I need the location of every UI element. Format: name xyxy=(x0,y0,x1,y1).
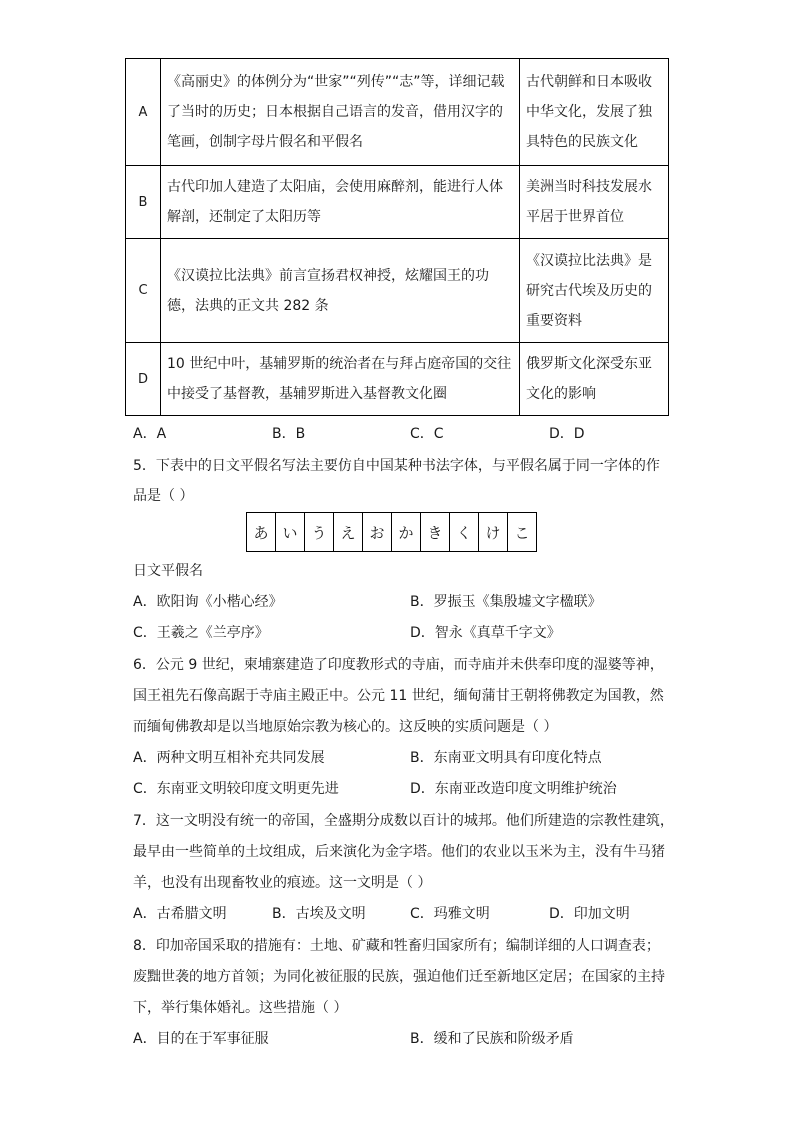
q7-choice-d[interactable]: D．印加文明 xyxy=(549,906,630,922)
q6-choice-c[interactable]: C．东南亚文明较印度文明更先进 xyxy=(133,781,339,797)
row-conclusion: 美洲当时科技发展水平居于世界首位 xyxy=(520,166,669,239)
q5-stem-line: 品是（ ） xyxy=(133,488,194,504)
q6-stem-line: 而缅甸佛教却是以当地原始宗教为核心的。这反映的实质问题是（ ） xyxy=(133,719,558,735)
q5-choice-c[interactable]: C．王羲之《兰亭序》 xyxy=(133,625,269,641)
q6-choice-a[interactable]: A．两种文明互相补充共同发展 xyxy=(133,750,325,766)
q6-stem-line: 国王祖先石像高踞于寺庙主殿正中。公元 11 世纪，缅甸蒲甘王朝将佛教定为国教，然 xyxy=(133,688,664,704)
row-label: A xyxy=(126,59,161,166)
kana-cell: き xyxy=(421,513,450,552)
row-content: 《高丽史》的体例分为“世家”“列传”“志”等，详细记载了当时的历史；日本根据自己语言的发音，借用汉字的笔画，创制字母片假名和平假名 xyxy=(161,59,520,166)
q7-stem-line: 7．这一文明没有统一的帝国，全盛期分成数以百计的城邦。他们所建造的宗教性建筑， xyxy=(133,813,674,829)
row-label: D xyxy=(126,343,161,416)
row-content: 《汉谟拉比法典》前言宣扬君权神授，炫耀国王的功德，法典的正文共 282 条 xyxy=(161,239,520,343)
kana-cell: え xyxy=(334,513,363,552)
q7-choice-c[interactable]: C．玛雅文明 xyxy=(410,906,490,922)
row-label: C xyxy=(126,239,161,343)
row-content: 古代印加人建造了太阳庙，会使用麻醉剂，能进行人体解剖，还制定了太阳历等 xyxy=(161,166,520,239)
q4-choice-b[interactable]: B．B xyxy=(272,426,306,442)
kana-table xyxy=(246,512,537,552)
kana-cell: く xyxy=(450,513,479,552)
table-row xyxy=(126,166,669,239)
row-conclusion: 《汉谟拉比法典》是研究古代埃及历史的重要资料 xyxy=(520,239,669,343)
options-table xyxy=(125,58,669,416)
q4-choice-c[interactable]: C．C xyxy=(410,426,444,442)
q4-choice-d[interactable]: D．D xyxy=(549,426,585,442)
q6-choice-b[interactable]: B．东南亚文明具有印度化特点 xyxy=(410,750,602,766)
kana-cell: お xyxy=(363,513,392,552)
q7-choice-b[interactable]: B．古埃及文明 xyxy=(272,906,366,922)
q5-choice-b[interactable]: B．罗振玉《集殷墟文字楹联》 xyxy=(410,594,602,610)
row-conclusion: 俄罗斯文化深受东亚文化的影响 xyxy=(520,343,669,416)
q5-choice-d[interactable]: D．智永《真草千字文》 xyxy=(410,625,561,641)
row-conclusion: 古代朝鲜和日本吸收中华文化，发展了独具特色的民族文化 xyxy=(520,59,669,166)
kana-cell: け xyxy=(479,513,508,552)
q7-choice-a[interactable]: A．古希腊文明 xyxy=(133,906,227,922)
q8-stem-line: 8．印加帝国采取的措施有：土地、矿藏和牲畜归国家所有；编制详细的人口调查表； xyxy=(133,938,660,954)
q7-stem-line: 最早由一些简单的土坟组成，后来演化为金字塔。他们的农业以玉米为主，没有牛马猪 xyxy=(133,844,665,860)
row-label: B xyxy=(126,166,161,239)
q8-stem-line: 下，举行集体婚礼。这些措施（ ） xyxy=(133,1000,348,1016)
q6-stem-line: 6．公元 9 世纪，柬埔寨建造了印度教形式的寺庙，而寺庙并未供奉印度的湿婆等神， xyxy=(133,657,664,673)
q6-choice-d[interactable]: D．东南亚改造印度文明维护统治 xyxy=(410,781,617,797)
kana-row xyxy=(247,513,537,552)
kana-cell: う xyxy=(305,513,334,552)
kana-caption: 日文平假名 xyxy=(133,563,203,579)
table-row xyxy=(126,239,669,343)
q7-stem-line: 羊，也没有出现畜牧业的痕迹。这一文明是（ ） xyxy=(133,875,432,891)
kana-cell: あ xyxy=(247,513,276,552)
table-row xyxy=(126,59,669,166)
kana-cell: い xyxy=(276,513,305,552)
q8-stem-line: 废黜世袭的地方首领；为同化被征服的民族，强迫他们迁至新地区定居；在国家的主持 xyxy=(133,969,665,985)
kana-cell: か xyxy=(392,513,421,552)
q8-choice-b[interactable]: B．缓和了民族和阶级矛盾 xyxy=(410,1031,574,1047)
q4-choice-a[interactable]: A．A xyxy=(133,426,167,442)
q8-choice-a[interactable]: A．目的在于军事征服 xyxy=(133,1031,269,1047)
table-row xyxy=(126,343,669,416)
q5-choice-a[interactable]: A．欧阳询《小楷心经》 xyxy=(133,594,283,610)
row-content: 10 世纪中叶，基辅罗斯的统治者在与拜占庭帝国的交往中接受了基督教，基辅罗斯进入基督教文化圈 xyxy=(161,343,520,416)
q5-stem-line: 5．下表中的日文平假名写法主要仿自中国某种书法字体，与平假名属于同一字体的作 xyxy=(133,458,660,474)
kana-cell: こ xyxy=(508,513,537,552)
